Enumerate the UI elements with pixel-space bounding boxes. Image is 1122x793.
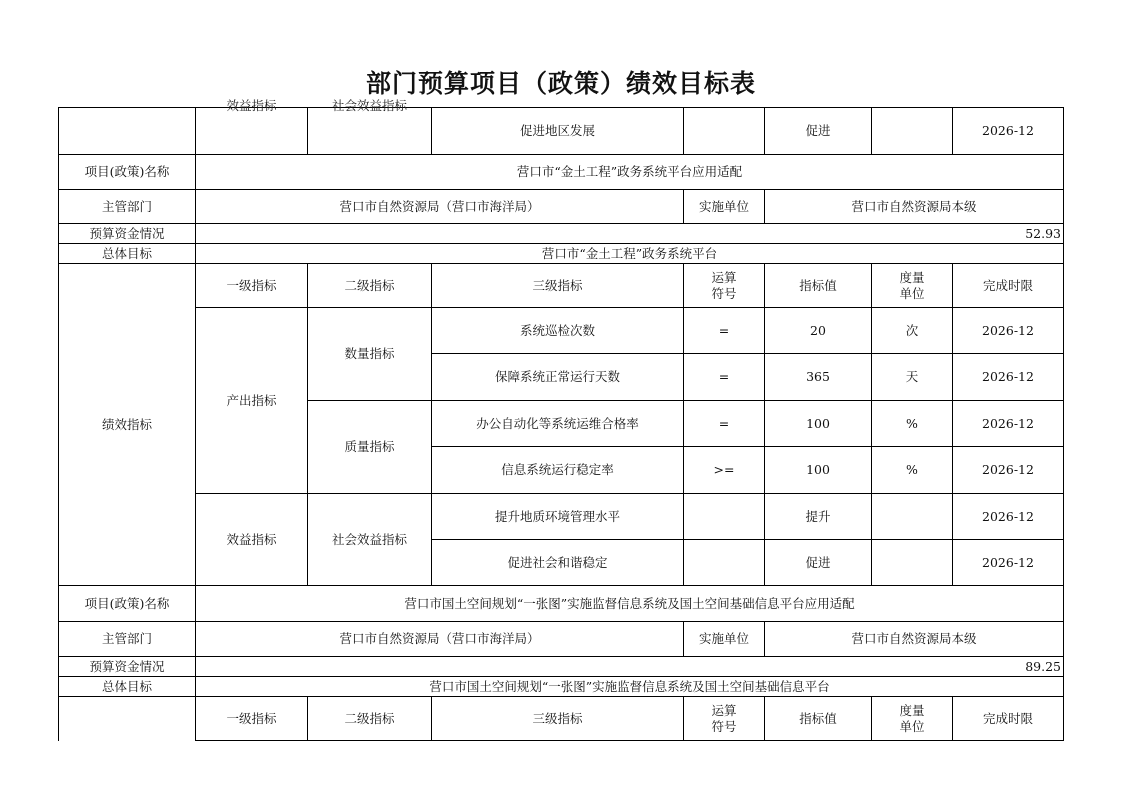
project1-header-row bbox=[59, 264, 1064, 308]
project-name-label: 项目(政策)名称 bbox=[59, 586, 196, 622]
project1-budget: 52.93 bbox=[196, 224, 1064, 244]
project2-goal-row bbox=[59, 677, 1064, 697]
project1-goal: 营口市“金土工程”政务系统平台 bbox=[196, 244, 1064, 264]
project1-impl-unit: 营口市自然资源局本级 bbox=[765, 190, 1064, 224]
fragment-blank-cell bbox=[59, 108, 196, 155]
fragment-unit bbox=[872, 108, 953, 155]
level1-output: 产出指标 bbox=[196, 308, 308, 494]
value: 365 bbox=[765, 354, 872, 401]
indicator: 提升地质环境管理水平 bbox=[432, 494, 684, 540]
value: 100 bbox=[765, 447, 872, 494]
page-title: 部门预算项目（政策）绩效目标表 bbox=[365, 69, 756, 98]
header-unit bbox=[872, 697, 953, 741]
goal-label: 总体目标 bbox=[59, 244, 196, 264]
header-unit bbox=[872, 264, 953, 308]
op: = bbox=[684, 354, 765, 401]
project1-name: 营口市“金土工程”政务系统平台应用适配 bbox=[196, 155, 1064, 190]
department-label: 主管部门 bbox=[59, 622, 196, 657]
performance-table bbox=[58, 98, 1064, 741]
header-op-text: 运算符号 bbox=[711, 269, 737, 301]
fragment-deadline: 2026-12 bbox=[953, 108, 1064, 155]
value: 促进 bbox=[765, 540, 872, 586]
header-unit-text: 度量单位 bbox=[899, 702, 925, 734]
project1-department: 营口市自然资源局（营口市海洋局） bbox=[196, 190, 684, 224]
header-op-text: 运算符号 bbox=[711, 702, 737, 734]
fragment-indicator: 促进地区发展 bbox=[432, 108, 684, 155]
project2-impl-unit: 营口市自然资源局本级 bbox=[765, 622, 1064, 657]
project1-department-row bbox=[59, 190, 1064, 224]
deadline: 2026-12 bbox=[953, 540, 1064, 586]
budget-label: 预算资金情况 bbox=[59, 657, 196, 677]
project1-goal-row bbox=[59, 244, 1064, 264]
unit: % bbox=[872, 401, 953, 447]
project2-name: 营口市国土空间规划“一张图”实施监督信息系统及国土空间基础信息平台应用适配 bbox=[196, 586, 1064, 622]
project1-budget-row bbox=[59, 224, 1064, 244]
indicator: 信息系统运行稳定率 bbox=[432, 447, 684, 494]
deadline: 2026-12 bbox=[953, 401, 1064, 447]
header-deadline: 完成时限 bbox=[953, 264, 1064, 308]
unit bbox=[872, 494, 953, 540]
fragment-row bbox=[59, 108, 1064, 155]
project2-name-row bbox=[59, 586, 1064, 622]
indicator: 促进社会和谐稳定 bbox=[432, 540, 684, 586]
fragment-level1-cell bbox=[196, 98, 308, 155]
header-level1: 一级指标 bbox=[196, 697, 308, 741]
unit: % bbox=[872, 447, 953, 494]
fragment-level2: 社会效益指标 bbox=[331, 98, 407, 113]
project2-goal: 营口市国土空间规划“一张图”实施监督信息系统及国土空间基础信息平台 bbox=[196, 677, 1064, 697]
header-deadline: 完成时限 bbox=[953, 697, 1064, 741]
header-level2: 二级指标 bbox=[308, 697, 432, 741]
project2-performance-cell bbox=[59, 697, 196, 741]
header-op bbox=[684, 697, 765, 741]
header-level2: 二级指标 bbox=[308, 264, 432, 308]
value: 提升 bbox=[765, 494, 872, 540]
deadline: 2026-12 bbox=[953, 447, 1064, 494]
project-name-label: 项目(政策)名称 bbox=[59, 155, 196, 190]
performance-label: 绩效指标 bbox=[59, 264, 196, 586]
op: = bbox=[684, 401, 765, 447]
level2-quantity: 数量指标 bbox=[308, 308, 432, 401]
indicator: 系统巡检次数 bbox=[432, 308, 684, 354]
deadline: 2026-12 bbox=[953, 308, 1064, 354]
project1-name-row bbox=[59, 155, 1064, 190]
project2-budget-row bbox=[59, 657, 1064, 677]
header-level1: 一级指标 bbox=[196, 264, 308, 308]
deadline: 2026-12 bbox=[953, 354, 1064, 401]
fragment-op bbox=[684, 108, 765, 155]
impl-unit-label: 实施单位 bbox=[684, 190, 765, 224]
header-op bbox=[684, 264, 765, 308]
impl-unit-label: 实施单位 bbox=[684, 622, 765, 657]
table-row bbox=[59, 494, 1064, 540]
deadline: 2026-12 bbox=[953, 494, 1064, 540]
unit bbox=[872, 540, 953, 586]
budget-label: 预算资金情况 bbox=[59, 224, 196, 244]
project2-header-row bbox=[59, 697, 1064, 741]
header-value: 指标值 bbox=[765, 264, 872, 308]
value: 100 bbox=[765, 401, 872, 447]
project2-department: 营口市自然资源局（营口市海洋局） bbox=[196, 622, 684, 657]
level1-benefit: 效益指标 bbox=[196, 494, 308, 586]
op bbox=[684, 540, 765, 586]
header-value: 指标值 bbox=[765, 697, 872, 741]
project2-department-row bbox=[59, 622, 1064, 657]
indicator: 办公自动化等系统运维合格率 bbox=[432, 401, 684, 447]
op: = bbox=[684, 308, 765, 354]
level2-quality: 质量指标 bbox=[308, 401, 432, 494]
value: 20 bbox=[765, 308, 872, 354]
table-row bbox=[59, 308, 1064, 354]
op bbox=[684, 494, 765, 540]
unit: 次 bbox=[872, 308, 953, 354]
header-unit-text: 度量单位 bbox=[899, 269, 925, 301]
fragment-value: 促进 bbox=[765, 108, 872, 155]
project2-budget: 89.25 bbox=[196, 657, 1064, 677]
header-level3: 三级指标 bbox=[432, 697, 684, 741]
unit: 天 bbox=[872, 354, 953, 401]
goal-label: 总体目标 bbox=[59, 677, 196, 697]
fragment-level1: 效益指标 bbox=[226, 98, 277, 113]
indicator: 保障系统正常运行天数 bbox=[432, 354, 684, 401]
level2-social: 社会效益指标 bbox=[308, 494, 432, 586]
fragment-level2-cell bbox=[308, 98, 432, 155]
department-label: 主管部门 bbox=[59, 190, 196, 224]
header-level3: 三级指标 bbox=[432, 264, 684, 308]
op: >= bbox=[684, 447, 765, 494]
